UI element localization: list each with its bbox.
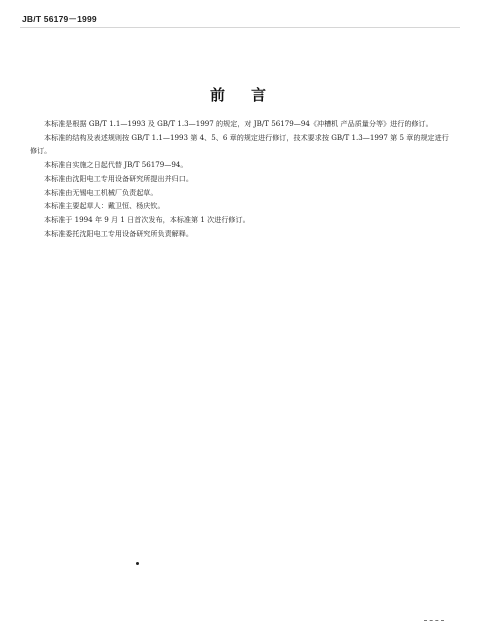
paragraph-first-issue: 本标准于 1994 年 9 月 1 日首次发布，本标准第 1 次进行修订。 <box>44 214 250 224</box>
paragraph-replaces: 本标准自实施之日起代替 JB/T 56179—94。 <box>44 160 188 170</box>
paragraph-basis: 本标准是根据 GB/T 1.1—1993 及 GB/T 1.3—1997 的规定，对 JB/T 56179—94《冲槽机 产品质量分等》进行的修订。 <box>44 119 433 128</box>
paragraph-proposed-by: 本标准由沈阳电工专用设备研究所提出并归口。 <box>44 173 193 183</box>
page-title: 前言 <box>209 86 292 104</box>
scan-speck <box>136 562 139 565</box>
paragraph-structure: 本标准的结构及表述规则按 GB/T 1.1—1993 第 4、5、6 章的规定进行修订，技术要求按 GB/T 1.3—1997 第 5 章的规定进行修订。 <box>30 132 449 156</box>
paragraph-interpretation: 本标准委托沈阳电工专用设备研究所负责解释。 <box>44 228 193 238</box>
paragraph-drafters: 本标准主要起草人：戴卫恒、杨庆钦。 <box>44 201 165 211</box>
standard-code: JB/T 56179－1999 <box>22 14 97 24</box>
foreword-body <box>30 117 450 240</box>
paragraph-drafted-by: 本标准由无锡电工机械厂负责起草。 <box>44 187 158 197</box>
corner-mark <box>424 620 444 621</box>
header-rule <box>20 27 460 28</box>
